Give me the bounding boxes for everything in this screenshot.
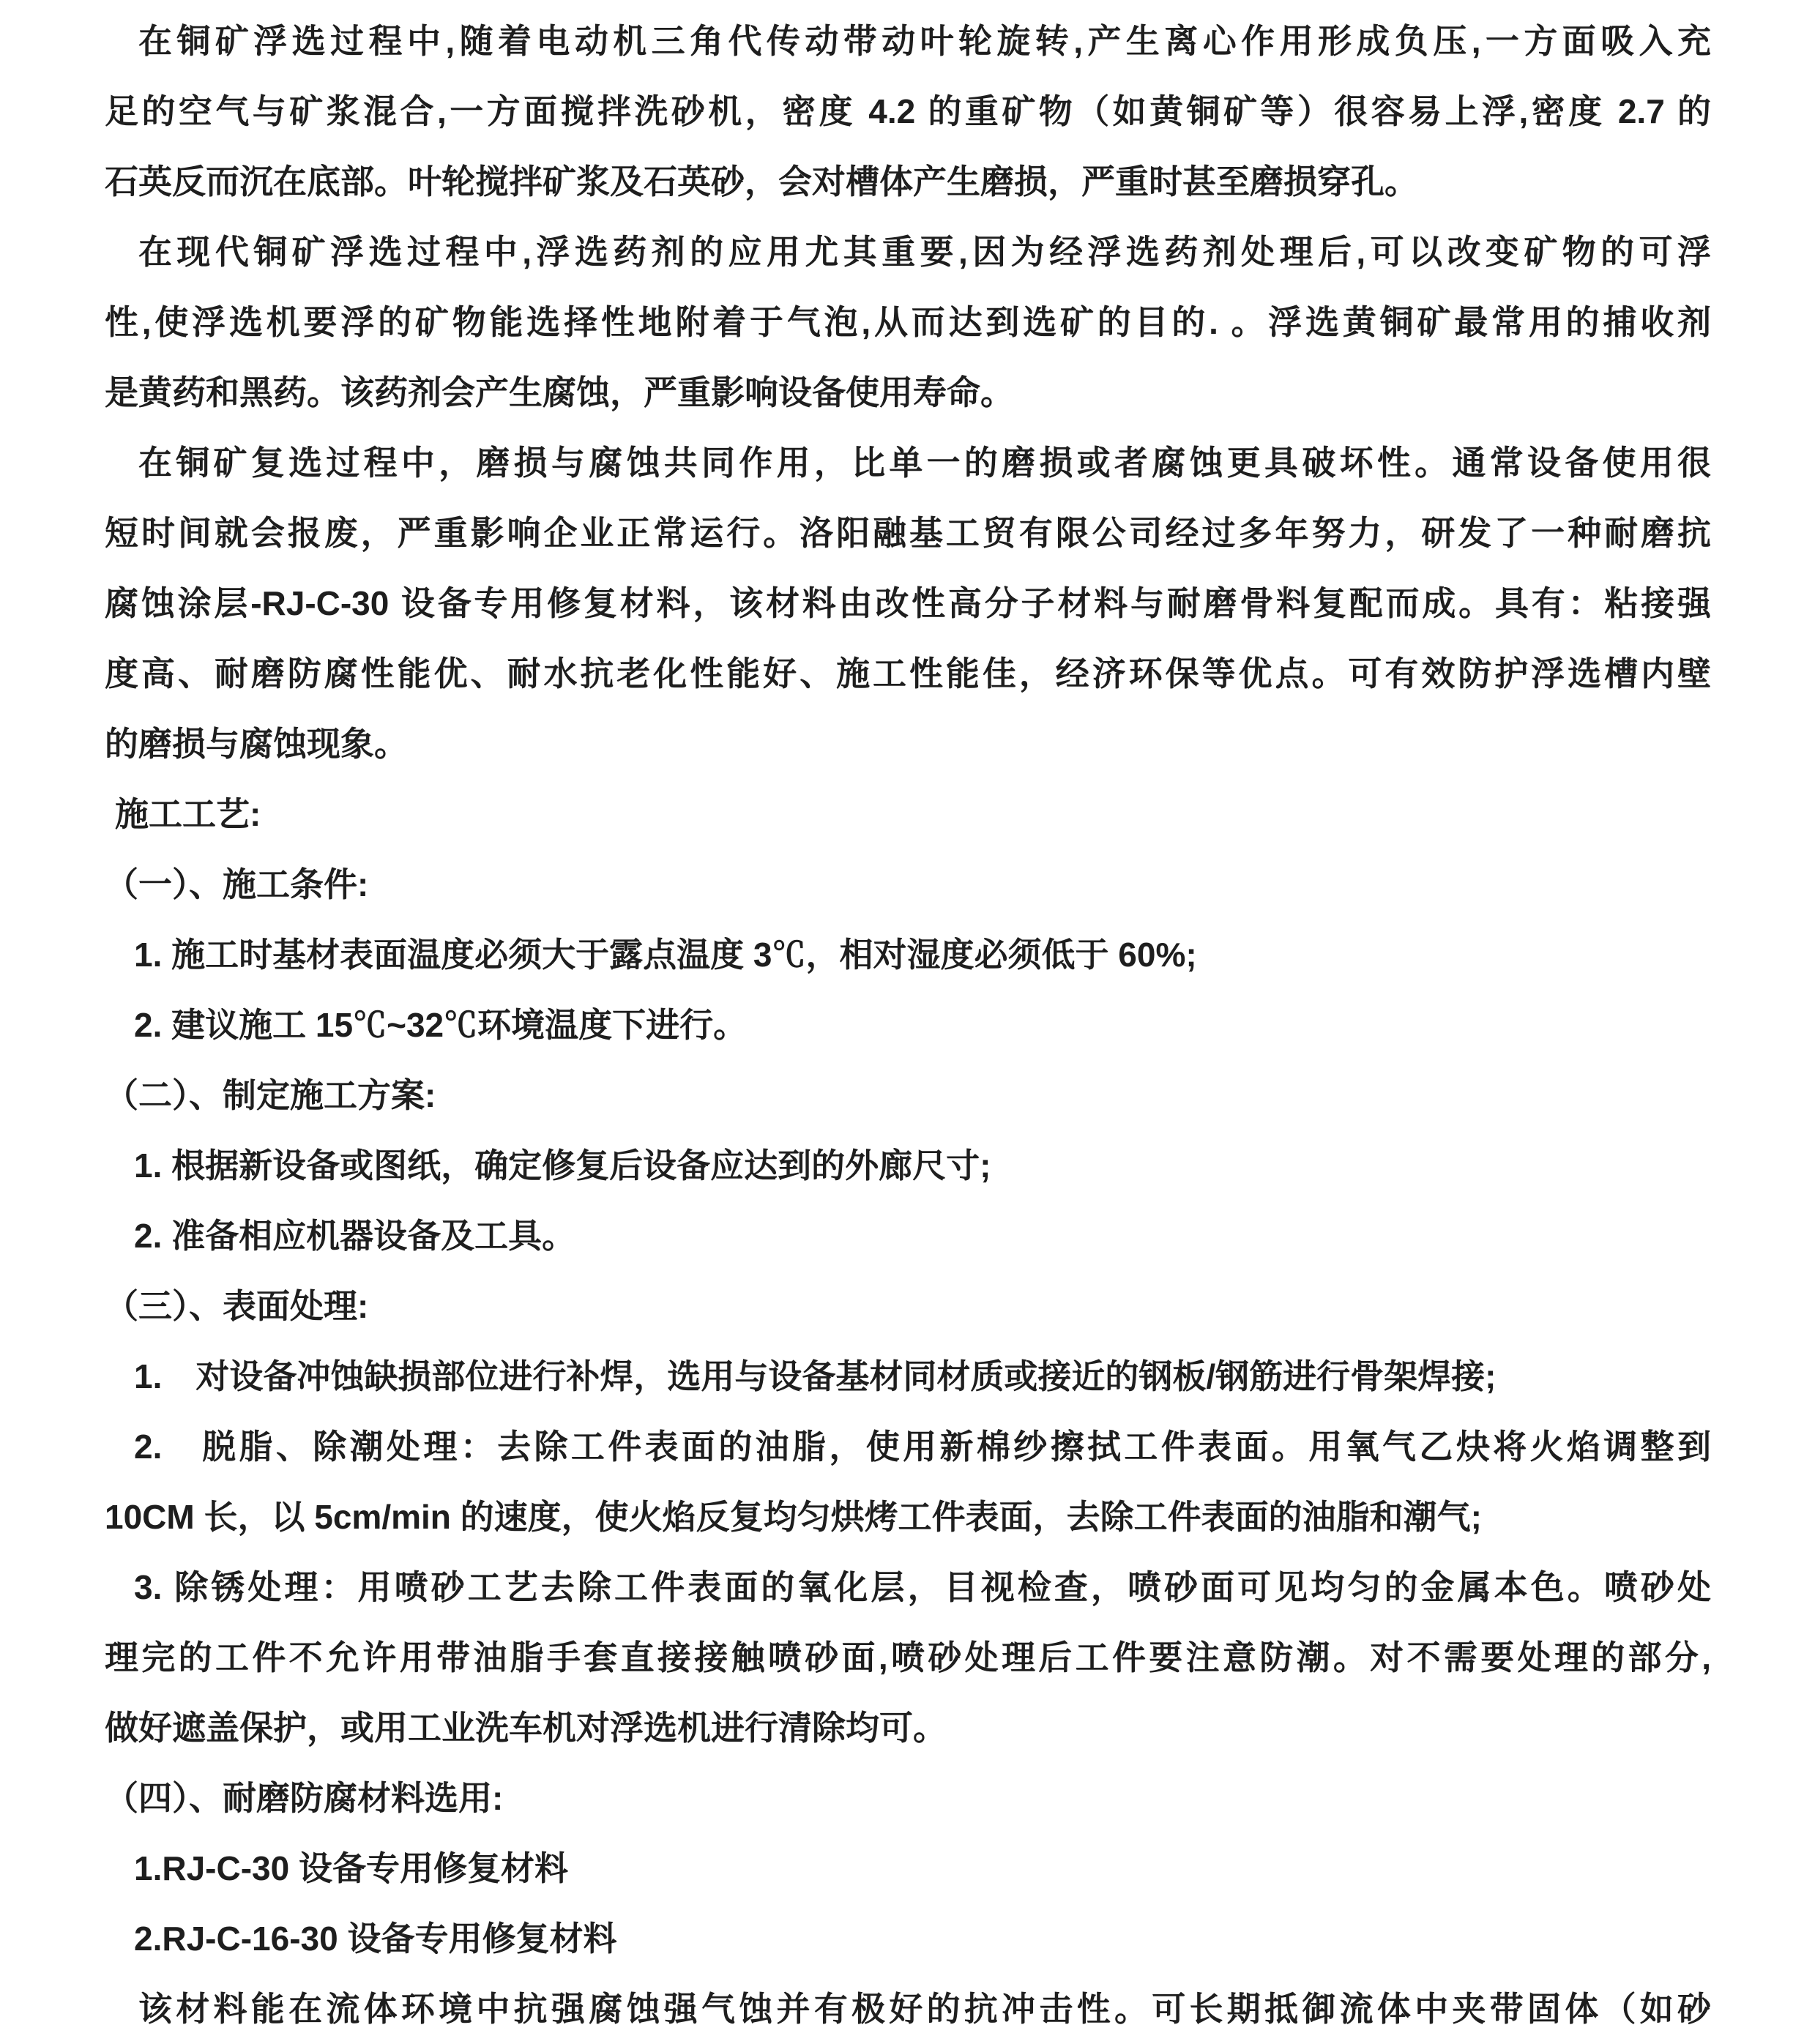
text-line: 石英反而沉在底部。叶轮搅拌矿浆及石英砂，会对槽体产生磨损，严重时甚至磨损穿孔。 (105, 163, 1418, 201)
text-line: 2. 准备相应机器设备及工具。 (134, 1217, 576, 1255)
text-line: 在铜矿复选过程中，磨损与腐蚀共同作用，比单一的磨损或者腐蚀更具破坏性。通常设备使用很 (138, 444, 1711, 482)
text-line: （二）、制定施工方案: (105, 1076, 436, 1114)
text-line: 1.RJ-C-30 设备专用修复材料 (134, 1849, 568, 1887)
text-line: 10CM 长，以 5cm/min 的速度，使火焰反复均匀烘烤工件表面，去除工件表面的油脂和潮气; (105, 1498, 1482, 1536)
text-line: 2. 建议施工 15℃~32℃环境温度下进行。 (134, 1006, 748, 1044)
text-line: 短时间就会报废，严重影响企业正常运行。洛阳融基工贸有限公司经过多年努力，研发了一种耐磨抗 (105, 514, 1711, 552)
text-line: 在铜矿浮选过程中,随着电动机三角代传动带动叶轮旋转,产生离心作用形成负压,一方面吸入充 (138, 22, 1711, 60)
text-line: 1. 根据新设备或图纸，确定修复后设备应达到的外廊尺寸; (134, 1146, 991, 1185)
text-line: 腐蚀涂层-RJ-C-30 设备专用修复材料，该材料由改性高分子材料与耐磨骨料复配而成。具有：粘接强 (105, 584, 1711, 622)
text-line: 性,使浮选机要浮的矿物能选择性地附着于气泡,从而达到选矿的目的. 。浮选黄铜矿最常用的捕收剂 (105, 303, 1711, 341)
text-line: 2. 脱脂、除潮处理：去除工件表面的油脂，使用新棉纱擦拭工件表面。用氧气乙炔将火焰调整到 (134, 1428, 1711, 1466)
text-line: 在现代铜矿浮选过程中,浮选药剂的应用尤其重要,因为经浮选药剂处理后,可以改变矿物的可浮 (138, 233, 1711, 271)
text-line: 该材料能在流体环境中抗强腐蚀强气蚀并有极好的抗冲击性。可长期抵御流体中夹带固体（如砂 (138, 1990, 1711, 2028)
text-line: 度高、耐磨防腐性能优、耐水抗老化性能好、施工性能佳，经济环保等优点。可有效防护浮选槽内壁 (105, 654, 1711, 693)
text-line: 3. 除锈处理：用喷砂工艺去除工件表面的氧化层，目视检查，喷砂面可见均匀的金属本色。喷砂处 (134, 1568, 1711, 1606)
text-line: 1. 对设备冲蚀缺损部位进行补焊，选用与设备基材同材质或接近的钢板/钢筋进行骨架焊接; (134, 1357, 1497, 1395)
document-body (105, 6, 1711, 2044)
text-line: 做好遮盖保护，或用工业洗车机对浮选机进行清除均可。 (105, 1709, 947, 1747)
text-line: （三）、表面处理: (105, 1287, 369, 1325)
text-line: （四）、耐磨防腐材料选用: (105, 1779, 504, 1817)
text-line: 施工工艺: (115, 795, 261, 833)
text-line: 2.RJ-C-16-30 设备专用修复材料 (134, 1920, 617, 1958)
text-line: 1. 施工时基材表面温度必须大于露点温度 3℃，相对湿度必须低于 60%; (134, 936, 1197, 974)
text-line: 是黄药和黑药。该药剂会产生腐蚀，严重影响设备使用寿命。 (105, 373, 1014, 411)
text-line: 的磨损与腐蚀现象。 (105, 725, 408, 763)
text-line: 理完的工件不允许用带油脂手套直接接触喷砂面,喷砂处理后工件要注意防潮。对不需要处理的部分, (105, 1638, 1711, 1676)
text-line: （一）、施工条件: (105, 865, 369, 903)
text-line: 足的空气与矿浆混合,一方面搅拌洗砂机，密度 4.2 的重矿物（如黄铜矿等）很容易上浮,密度 2.7 的 (105, 92, 1711, 130)
